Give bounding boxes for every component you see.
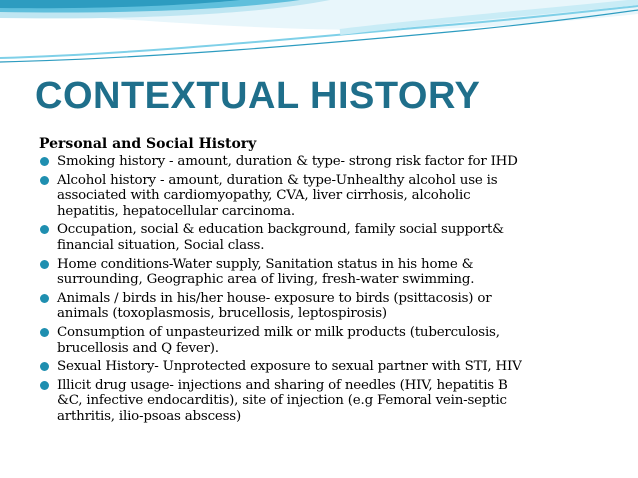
bullet-text-line: associated with cardiomyopathy, CVA, liver cirrhosis, alcoholic [57, 188, 471, 204]
bullet-item [39, 291, 599, 322]
bullet-text-line: Alcohol history - amount, duration & type-Unhealthy alcohol use is [57, 172, 498, 188]
bullet-item [39, 222, 599, 253]
header-swoosh-decoration [0, 0, 638, 80]
bullet-dot-icon [40, 225, 49, 234]
bullet-text-line: animals (toxoplasmosis, brucellosis, leptospirosis) [57, 306, 387, 322]
bullet-text-line: &C, infective endocarditis), site of injection (e.g Femoral vein-septic [57, 393, 507, 409]
bullet-item [39, 257, 599, 288]
bullet-text-line: Sexual History- Unprotected exposure to sexual partner with STI, HIV [57, 359, 522, 375]
bullet-text-line: surrounding, Geographic area of living, fresh-water swimming. [57, 272, 475, 288]
bullet-text-line: Smoking history - amount, duration & type- strong risk factor for IHD [57, 154, 518, 169]
bullet-dot-icon [40, 362, 49, 371]
bullet-item [39, 154, 599, 170]
bullet-text-line: hepatitis, hepatocellular carcinoma. [57, 203, 295, 219]
section-heading: Personal and Social History [39, 136, 257, 152]
bullet-dot-icon [40, 381, 49, 390]
bullet-dot-icon [40, 176, 49, 185]
slide-content [39, 136, 599, 428]
bullet-text-line: Illicit drug usage- injections and sharing of needles (HIV, hepatitis B [57, 377, 508, 393]
bullet-item [39, 378, 599, 425]
bullet-item [39, 325, 599, 356]
bullet-dot-icon [40, 157, 49, 166]
bullet-dot-icon [40, 328, 49, 337]
bullet-dot-icon [40, 260, 49, 269]
bullet-item [39, 359, 599, 375]
bullet-text-line: Home conditions-Water supply, Sanitation status in his home & [57, 256, 474, 272]
bullet-text-line: Occupation, social & education background, family social support& [57, 222, 504, 238]
slide-title: CONTEXTUAL HISTORY [35, 75, 481, 117]
bullet-dot-icon [40, 294, 49, 303]
bullet-text-line: financial situation, Social class. [57, 237, 265, 253]
bullet-text-line: Consumption of unpasteurized milk or milk products (tuberculosis, [57, 324, 500, 340]
bullet-item [39, 173, 599, 220]
bullet-text-line: brucellosis and Q fever). [57, 340, 219, 356]
bullet-text-line: Animals / birds in his/her house- exposure to birds (psittacosis) or [57, 290, 492, 306]
bullet-list [39, 154, 599, 425]
bullet-text-line: arthritis, ilio-psoas abscess) [57, 408, 241, 424]
